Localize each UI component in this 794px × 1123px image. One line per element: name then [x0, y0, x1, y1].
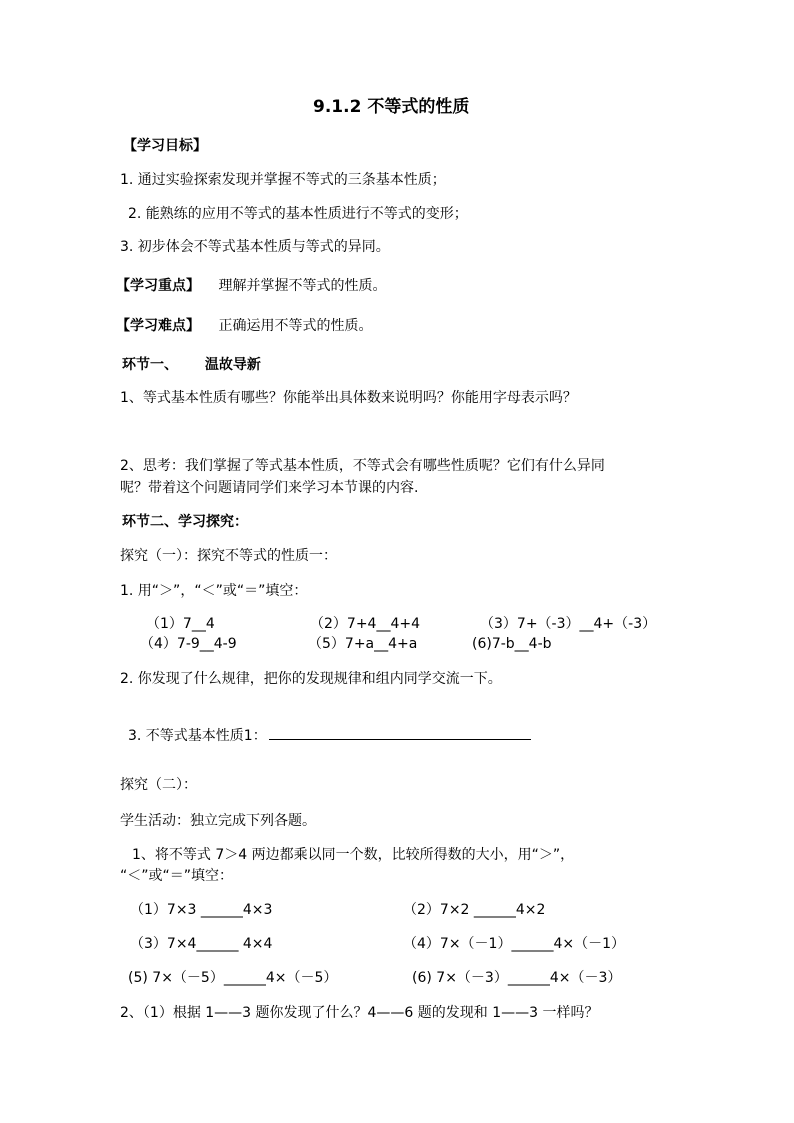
explore1-question-3-line [128, 723, 531, 746]
fill-item: （3）7+（-3）__4+（-3） [480, 616, 657, 632]
section1-question-2-line2: 呢？带着这个问题请同学们来学习本节课的内容. [120, 480, 419, 496]
fill-item: （1）7×3 ______4×3 [130, 902, 273, 918]
section1-heading: 环节一、 [122, 357, 178, 373]
fill-item: （4）7-9__4-9 [140, 636, 237, 652]
section1-subheading: 温故导新 [204, 357, 261, 373]
fill-item: （2）7×2 ______4×2 [403, 902, 546, 918]
fill-item: (6) 7×（－3）______4×（－3） [412, 970, 622, 986]
fill-item: (5) 7×（－5）______4×（－5） [128, 970, 338, 986]
explore1-question-3: 3. 不等式基本性质1： [128, 728, 267, 744]
section1-question-2-line1: 2、思考：我们掌握了等式基本性质，不等式会有哪些性质呢？它们有什么异同 [120, 458, 605, 474]
explore2-title: 探究（二）： [120, 777, 197, 793]
key-point-text: 理解并掌握不等式的性质。 [218, 278, 387, 294]
section2-heading: 环节二、学习探究： [122, 514, 248, 530]
explore2-activity: 学生活动：独立完成下列各题。 [120, 813, 316, 829]
answer-blank[interactable] [269, 723, 531, 740]
section1-question-1: 1、等式基本性质有哪些？你能举出具体数来说明吗？你能用字母表示吗？ [120, 390, 577, 406]
key-point-label: 【学习重点】 [116, 278, 200, 294]
fill-item: (6)7-b__4-b [472, 636, 552, 652]
difficulty-line [116, 316, 372, 336]
fill-item: （2）7+4__4+4 [310, 616, 420, 632]
explore2-question-1-line2: “＜”或“＝”填空： [120, 868, 234, 884]
fill-item: （1）7__4 [146, 616, 215, 632]
fill-item: （3）7×4______ 4×4 [130, 936, 273, 952]
objective-item: 2. 能熟练的应用不等式的基本性质进行不等式的变形； [128, 206, 468, 222]
explore1-question-1: 1. 用“＞”，“＜”或“＝”填空： [120, 583, 308, 599]
explore2-question-1-line1: 1、将不等式 7＞4 两边都乘以同一个数，比较所得数的大小，用“＞”， [132, 847, 575, 863]
fill-item: （4）7×（－1）______4×（－1） [403, 936, 625, 952]
explore1-question-2: 2. 你发现了什么规律，把你的发现规律和组内同学交流一下。 [120, 671, 502, 687]
difficulty-label: 【学习难点】 [116, 318, 200, 334]
key-point-line [116, 276, 386, 296]
objective-item: 3. 初步体会不等式基本性质与等式的异同。 [120, 239, 390, 255]
fill-item: （5）7+a__4+a [308, 636, 418, 652]
section1-heading-line [122, 355, 261, 375]
difficulty-text: 正确运用不等式的性质。 [218, 318, 373, 334]
explore2-question-2: 2、（1）根据 1——3 题你发现了什么？4——6 题的发现和 1——3 一样吗？ [120, 1005, 599, 1021]
page-title: 9.1.2 不等式的性质 [313, 97, 470, 117]
objectives-heading: 【学习目标】 [123, 138, 207, 154]
explore1-title: 探究（一）：探究不等式的性质一： [120, 548, 337, 564]
objective-item: 1. 通过实验探索发现并掌握不等式的三条基本性质； [120, 172, 446, 188]
